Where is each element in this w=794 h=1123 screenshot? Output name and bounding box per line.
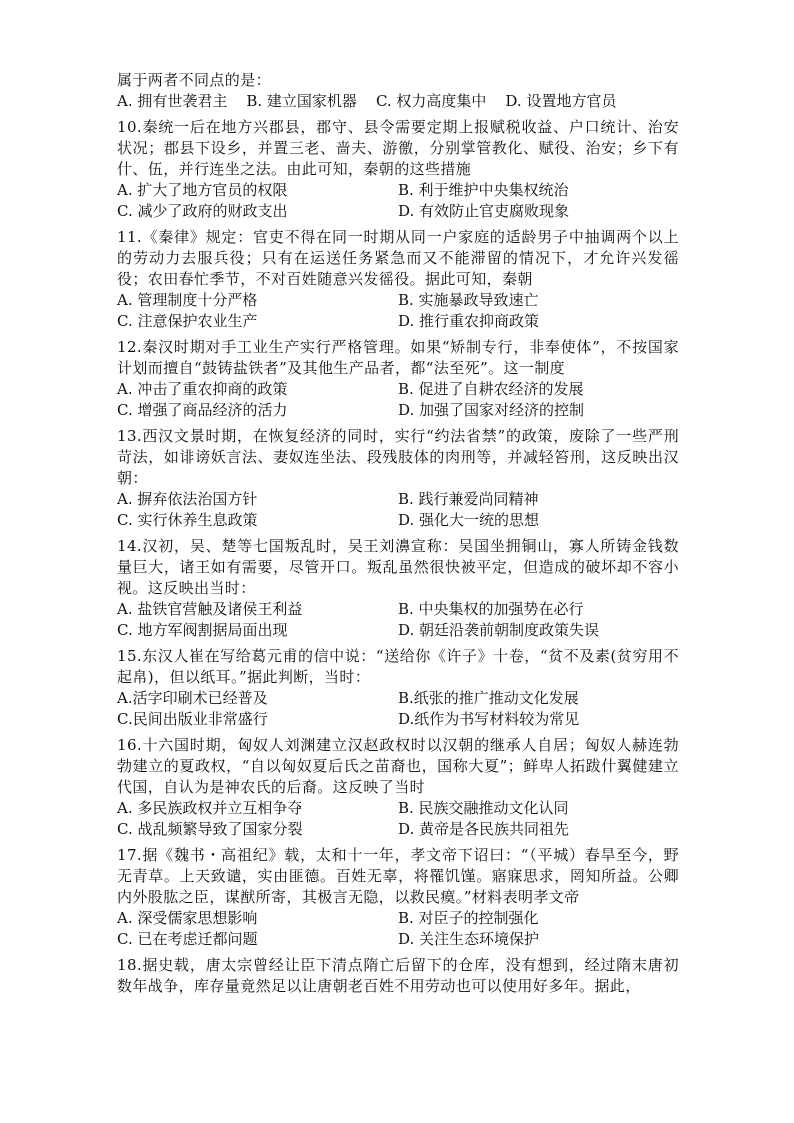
option-c: C. 已在考虑迁都问题: [117, 930, 258, 948]
option-b: B. 中央集权的加强势在必行: [398, 600, 584, 618]
question-14: [117, 536, 679, 641]
question-15: [117, 646, 679, 730]
option-a: A. 多民族政权并立互相争夺: [117, 799, 303, 817]
question-17: [117, 845, 679, 950]
option-a: A. 管理制度十分严格: [117, 291, 258, 309]
options-grid: [117, 379, 679, 421]
option-b: B. 践行兼爱尚同精神: [398, 490, 539, 508]
question-stem: 15.东汉人崔在写给葛元甫的信中说：“送给你《许子》十卷，“贫不及素(贫穷用不起帛)，但以纸耳。”据此判断，当时：: [117, 647, 679, 686]
option-a: A. 深受儒家思想影响: [117, 909, 258, 927]
question-16: [117, 735, 679, 840]
option-d: D. 设置地方官员: [505, 92, 617, 110]
option-d: D. 加强了国家对经济的控制: [398, 401, 585, 419]
question-stem: 12.秦汉时期对手工业生产实行严格管理。如果“矫制专行，非奉使体”，不按国家计划而擅自“鼓铸盐铁者”及其他生产品者，都“法至死”。这一制度: [117, 338, 679, 377]
question-stem: 13.西汉文景时期，在恢复经济的同时，实行“约法省禁”的政策，废除了一些严刑苛法，如诽谤妖言法、妻奴连坐法、段残肢体的肉刑等，并减轻笞刑，这反映出汉朝：: [117, 427, 679, 487]
option-a: A. 拥有世袭君主: [117, 92, 228, 110]
options-grid: [117, 290, 679, 332]
options-grid: [117, 908, 679, 950]
option-d: D. 关注生态环境保护: [398, 930, 540, 948]
question-stem: 10.秦统一后在地方兴郡县，郡守、县令需要定期上报赋税收益、户口统计、治安状况；郡县下设乡，并置三老、啬夫、游徼，分别掌管教化、赋役、治安；乡下有什、伍，并行连坐之法。由此可知，秦朝的这些措施: [117, 118, 679, 178]
option-a: A. 冲击了重农抑商的政策: [117, 380, 288, 398]
option-b: B. 利于维护中央集权统治: [398, 181, 569, 199]
options-grid: [117, 489, 679, 531]
option-a: A. 扩大了地方官员的权限: [117, 181, 288, 199]
question-10: [117, 117, 679, 222]
option-c: C. 战乱频繁导致了国家分裂: [117, 820, 303, 838]
exam-page: [117, 70, 679, 1002]
question-stem: 17.据《魏书・高祖纪》载，太和十一年，孝文帝下诏曰：“（平城）春旱至今，野无青草。上天致谴，实由匪德。百姓无辜，将罹饥馑。寤寐思求，罔知所益。公卿内外股肱之臣，谋猷所寄，其极言无隐，以救民瘼。”材料表明孝文帝: [117, 846, 679, 906]
option-b: B. 民族交融推动文化认同: [398, 799, 569, 817]
options-grid: [117, 599, 679, 641]
question-9-fragment: [117, 70, 679, 112]
option-c: C. 权力高度集中: [375, 92, 487, 110]
option-a: A. 摒弃依法治国方针: [117, 490, 258, 508]
option-c: C.民间出版业非常盛行: [117, 710, 268, 728]
question-13: [117, 426, 679, 531]
options-grid: [117, 180, 679, 222]
question-12: [117, 337, 679, 421]
question-stem: 属于两者不同点的是：: [117, 71, 272, 89]
option-d: D. 强化大一统的思想: [398, 511, 540, 529]
option-c: C. 减少了政府的财政支出: [117, 202, 288, 220]
option-b: B.纸张的推广推动文化发展: [398, 689, 579, 707]
option-b: B. 对臣子的控制强化: [398, 909, 539, 927]
question-stem: 18.据史载，唐太宗曾经让臣下清点隋亡后留下的仓库，没有想到，经过隋末唐初数年战争，库存量竟然足以让唐朝老百姓不用劳动也可以使用好多年。据此，: [117, 956, 679, 995]
option-b: B. 促进了自耕农经济的发展: [398, 380, 584, 398]
option-b: B. 建立国家机器: [246, 92, 357, 110]
question-18: [117, 955, 679, 997]
option-b: B. 实施暴政导致速亡: [398, 291, 539, 309]
option-d: D.纸作为书写材料较为常见: [398, 710, 580, 728]
question-stem: 14.汉初，吴、楚等七国叛乱时，吴王刘濞宣称：吴国坐拥铜山，寡人所铸金钱数量巨大，诸王如有需要，尽管开口。叛乱虽然很快被平定，但造成的破坏却不容小视。这反映出当时：: [117, 537, 679, 597]
options-grid: [117, 688, 679, 730]
option-c: C. 注意保护农业生产: [117, 312, 258, 330]
option-d: D. 有效防止官吏腐败现象: [398, 202, 570, 220]
question-11: [117, 227, 679, 332]
option-d: D. 朝廷沿袭前朝制度政策失误: [398, 621, 600, 639]
option-d: D. 推行重农抑商政策: [398, 312, 540, 330]
options-grid: [117, 798, 679, 840]
option-c: C. 增强了商品经济的活力: [117, 401, 288, 419]
option-c: C. 实行休养生息政策: [117, 511, 258, 529]
option-a: A. 盐铁官营触及诸侯王利益: [117, 600, 303, 618]
option-c: C. 地方军阀割据局面出现: [117, 621, 288, 639]
question-stem: 16.十六国时期，匈奴人刘渊建立汉赵政权时以汉朝的继承人自居；匈奴人赫连勃勃建立的夏政权，“自以匈奴夏后氏之苗裔也，国称大夏”；鲜卑人拓跋什翼健建立代国，自认为是神农氏的后裔。这反映了当时: [117, 736, 679, 796]
question-stem: 11.《秦律》规定：官吏不得在同一时期从同一户家庭的适龄男子中抽调两个以上的劳动力去服兵役；只有在运送任务紧急而又不能滞留的情况下，才允许兴发徭役；农田春忙季节，不对百姓随意兴发徭役。据此可知，秦朝: [117, 228, 679, 288]
option-d: D. 黄帝是各民族共同祖先: [398, 820, 570, 838]
options-row: [117, 91, 679, 112]
option-a: A.活字印刷术已经普及: [117, 689, 268, 707]
